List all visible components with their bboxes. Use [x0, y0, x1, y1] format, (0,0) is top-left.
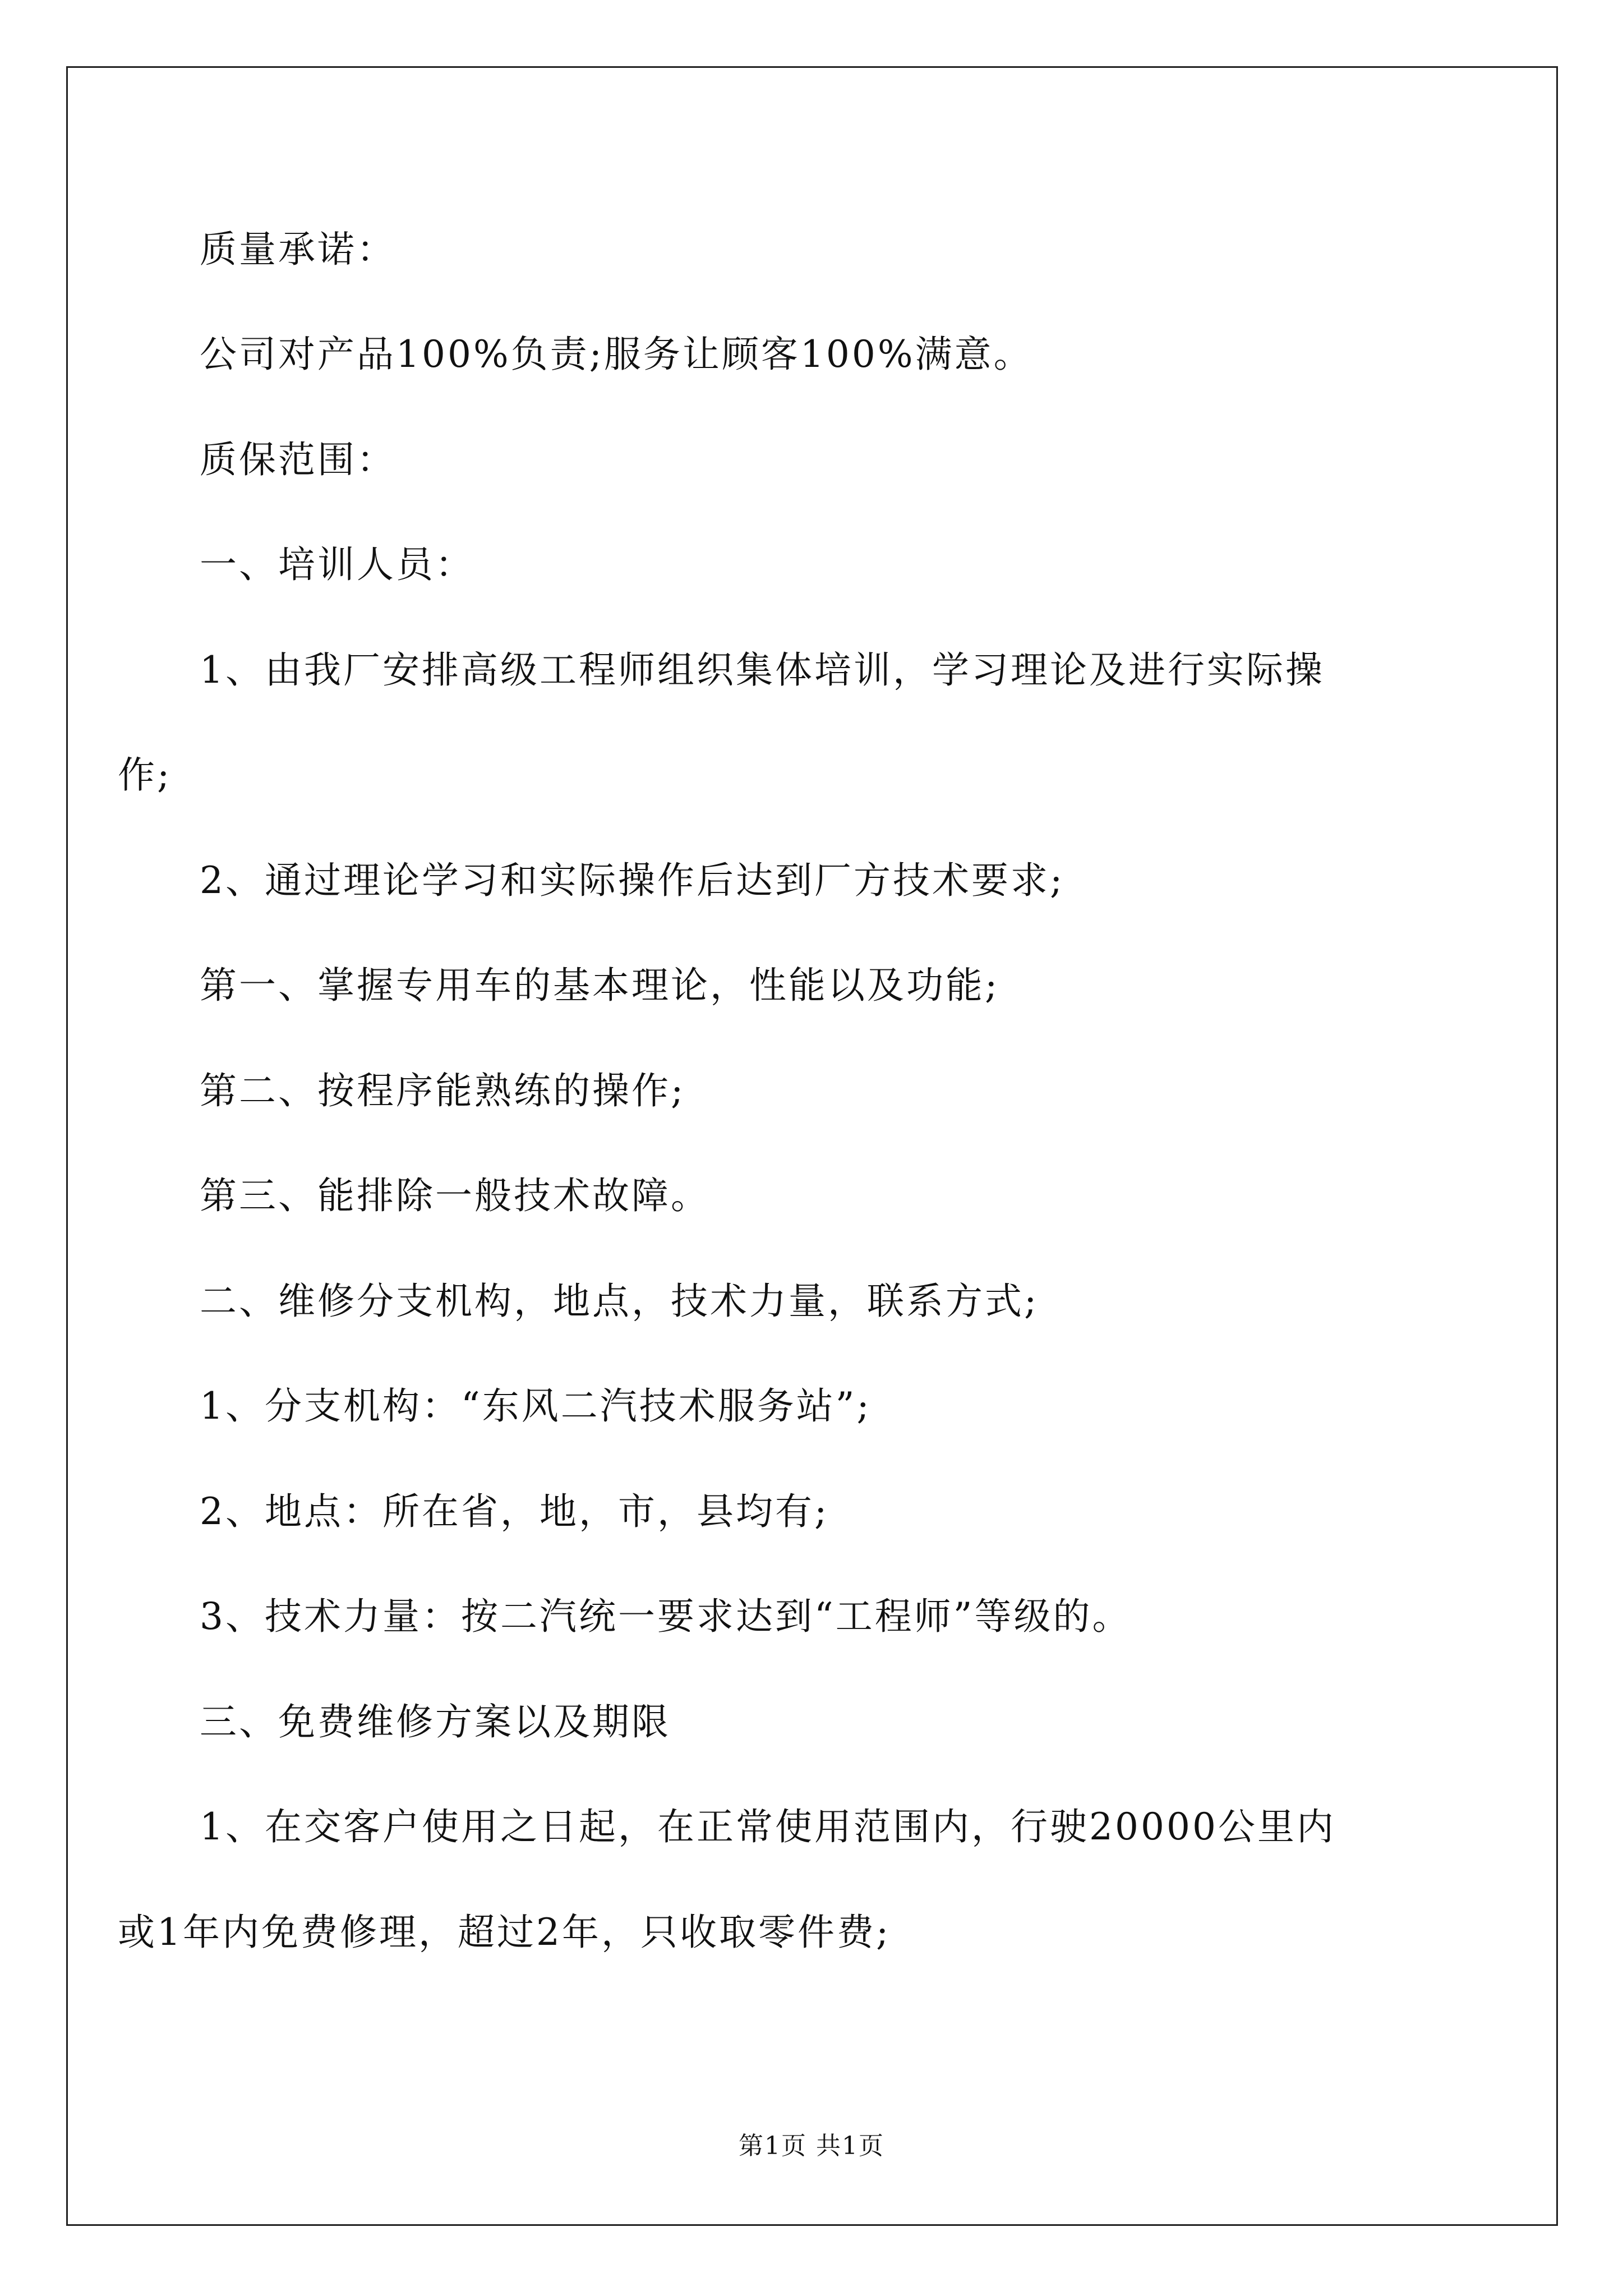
paragraph: 1、在交客户使用之日起，在正常使用范围内，行驶20000公里内 — [200, 1805, 1336, 1848]
paragraph: 3、技术力量：按二汽统一要求达到“工程师”等级的。 — [200, 1595, 1132, 1638]
paragraph: 1、由我厂安排高级工程师组织集体培训，学习理论及进行实际操 — [200, 648, 1325, 692]
paragraph-continuation: 或1年内免费修理，超过2年，只收取零件费; — [118, 1911, 891, 1954]
heading-warranty-scope: 质保范围： — [200, 438, 396, 481]
section-heading: 二、维修分支机构，地点，技术力量，联系方式; — [200, 1280, 1039, 1323]
paragraph: 2、通过理论学习和实际操作后达到厂方技术要求; — [200, 859, 1065, 902]
paragraph: 第二、按程序能熟练的操作; — [200, 1069, 686, 1112]
section-heading: 一、培训人员： — [200, 543, 474, 586]
paragraph-continuation: 作; — [118, 753, 172, 797]
paragraph: 2、地点：所在省，地，市，县均有; — [200, 1490, 829, 1533]
heading-quality-promise: 质量承诺： — [200, 228, 396, 271]
paragraph: 公司对产品100%负责;服务让顾客100%满意。 — [200, 333, 1033, 376]
page-footer: 第1页 共1页 — [739, 2132, 884, 2160]
paragraph: 第三、能排除一般技术故障。 — [200, 1174, 710, 1217]
section-heading: 三、免费维修方案以及期限 — [200, 1700, 671, 1743]
paragraph: 1、分支机构：“东风二汽技术服务站”; — [200, 1384, 872, 1428]
paragraph: 第一、掌握专用车的基本理论，性能以及功能; — [200, 964, 1000, 1007]
page-border — [66, 66, 1558, 2226]
